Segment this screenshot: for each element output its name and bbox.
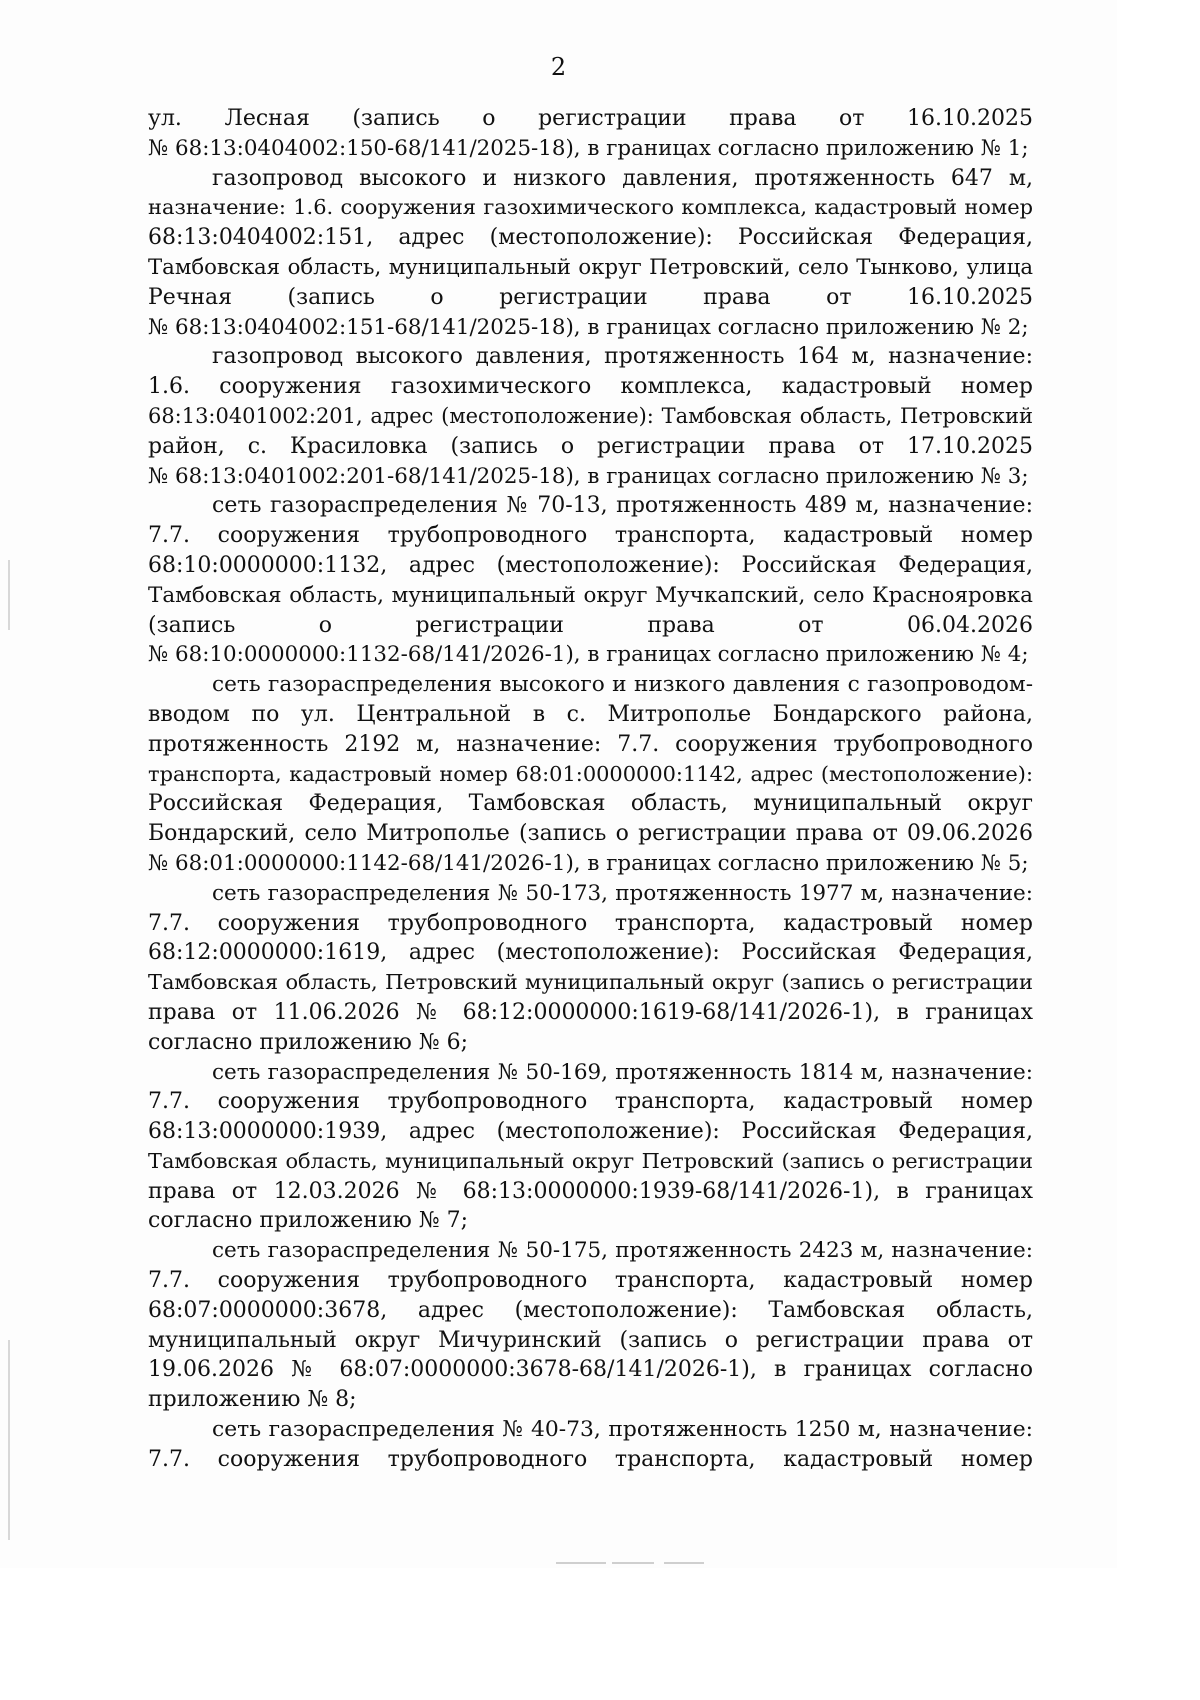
text-line: 68:10:0000000:1132, адрес (местоположение): Российская Федерация, xyxy=(148,552,1033,578)
text-line: 68:13:0401002:201, адрес (местоположение): Тамбовская область, Петровский xyxy=(148,403,1033,428)
scan-edge-mark xyxy=(8,560,10,630)
text-line: 1.6. сооружения газохимического комплекса, кадастровый номер xyxy=(148,374,1033,400)
text-line: газопровод высокого давления, протяженность 164 м, назначение: xyxy=(212,344,1033,370)
text-line: 7.7. сооружения трубопроводного транспорта, кадастровый номер xyxy=(148,1446,1033,1472)
text-line: транспорта, кадастровый номер 68:01:0000000:1142, адрес (местоположение): xyxy=(148,761,1033,786)
text-line: № 68:13:0401002:201-68/141/2025-18), в границах согласно приложению № 3; xyxy=(148,463,1029,489)
text-line: 7.7. сооружения трубопроводного транспорта, кадастровый номер xyxy=(148,910,1033,936)
text-line: сеть газораспределения № 50-173, протяженность 1977 м, назначение: xyxy=(212,880,1033,906)
text-line: сеть газораспределения № 50-175, протяженность 2423 м, назначение: xyxy=(212,1238,1033,1264)
text-line: 7.7. сооружения трубопроводного транспорта, кадастровый номер xyxy=(148,1268,1033,1294)
footer-rule xyxy=(556,1562,606,1564)
text-line: 68:13:0404002:151, адрес (местоположение): Российская Федерация, xyxy=(148,225,1033,251)
text-line: права от 12.03.2026 № 68:13:0000000:1939-68/141/2026-1), в границах xyxy=(148,1178,1033,1204)
text-line: 68:12:0000000:1619, адрес (местоположение): Российская Федерация, xyxy=(148,940,1033,966)
text-line: № 68:13:0404002:151-68/141/2025-18), в границах согласно приложению № 2; xyxy=(148,314,1029,340)
text-line: 19.06.2026 № 68:07:0000000:3678-68/141/2026-1), в границах согласно xyxy=(148,1357,1033,1383)
text-line: 68:13:0000000:1939, адрес (местоположение): Российская Федерация, xyxy=(148,1119,1033,1145)
text-line: 7.7. сооружения трубопроводного транспорта, кадастровый номер xyxy=(148,523,1033,549)
text-line: Тамбовская область, муниципальный округ Петровский, село Тынково, улица xyxy=(148,254,1033,280)
text-line: вводом по ул. Центральной в с. Митрополье Бондарского района, xyxy=(148,701,1033,727)
footer-rule xyxy=(612,1562,654,1564)
text-line: Бондарский, село Митрополье (запись о регистрации права от 09.06.2026 xyxy=(148,821,1033,847)
text-line: 68:07:0000000:3678, адрес (местоположение): Тамбовская область, xyxy=(148,1297,1033,1323)
text-line: (запись о регистрации права от 06.04.2026 xyxy=(148,612,1033,638)
document-body xyxy=(148,104,1033,1475)
text-line: сеть газораспределения № 40-73, протяженность 1250 м, назначение: xyxy=(212,1417,1033,1443)
text-line: сеть газораспределения № 70-13, протяженность 489 м, назначение: xyxy=(212,493,1033,519)
text-line: Тамбовская область, муниципальный округ Петровский (запись о регистрации xyxy=(148,1148,1033,1173)
text-line: права от 11.06.2026 № 68:12:0000000:1619-68/141/2026-1), в границах xyxy=(148,999,1033,1025)
footer-rule xyxy=(664,1562,704,1564)
text-line: Российская Федерация, Тамбовская область, муниципальный округ xyxy=(148,791,1033,817)
text-line: Тамбовская область, Петровский муниципальный округ (запись о регистрации xyxy=(148,970,1033,995)
text-line: согласно приложению № 6; xyxy=(148,1029,468,1055)
text-line: согласно приложению № 7; xyxy=(148,1208,468,1234)
text-line: 7.7. сооружения трубопроводного транспорта, кадастровый номер xyxy=(148,1089,1033,1115)
text-line: газопровод высокого и низкого давления, протяженность 647 м, xyxy=(212,165,1033,191)
text-line: район, с. Красиловка (запись о регистрации права от 17.10.2025 xyxy=(148,433,1033,459)
text-line: сеть газораспределения № 50-169, протяженность 1814 м, назначение: xyxy=(212,1059,1033,1085)
text-line: приложению № 8; xyxy=(148,1387,357,1413)
text-line: протяженность 2192 м, назначение: 7.7. сооружения трубопроводного xyxy=(148,731,1033,757)
text-line: № 68:10:0000000:1132-68/141/2026-1), в границах согласно приложению № 4; xyxy=(148,642,1029,668)
text-line: № 68:13:0404002:150-68/141/2025-18), в границах согласно приложению № 1; xyxy=(148,135,1029,161)
text-line: муниципальный округ Мичуринский (запись о регистрации права от xyxy=(148,1327,1033,1353)
text-line: сеть газораспределения высокого и низкого давления с газопроводом- xyxy=(212,672,1033,698)
text-line: № 68:01:0000000:1142-68/141/2026-1), в границах согласно приложению № 5; xyxy=(148,850,1029,876)
page-number: 2 xyxy=(550,53,567,81)
text-line: назначение: 1.6. сооружения газохимического комплекса, кадастровый номер xyxy=(148,195,1033,220)
scan-edge-mark xyxy=(8,1340,10,1540)
text-line: ул. Лесная (запись о регистрации права от 16.10.2025 xyxy=(148,106,1033,131)
text-line: Тамбовская область, муниципальный округ Мучкапский, село Краснояровка xyxy=(148,582,1033,608)
text-line: Речная (запись о регистрации права от 16.10.2025 xyxy=(148,284,1033,310)
